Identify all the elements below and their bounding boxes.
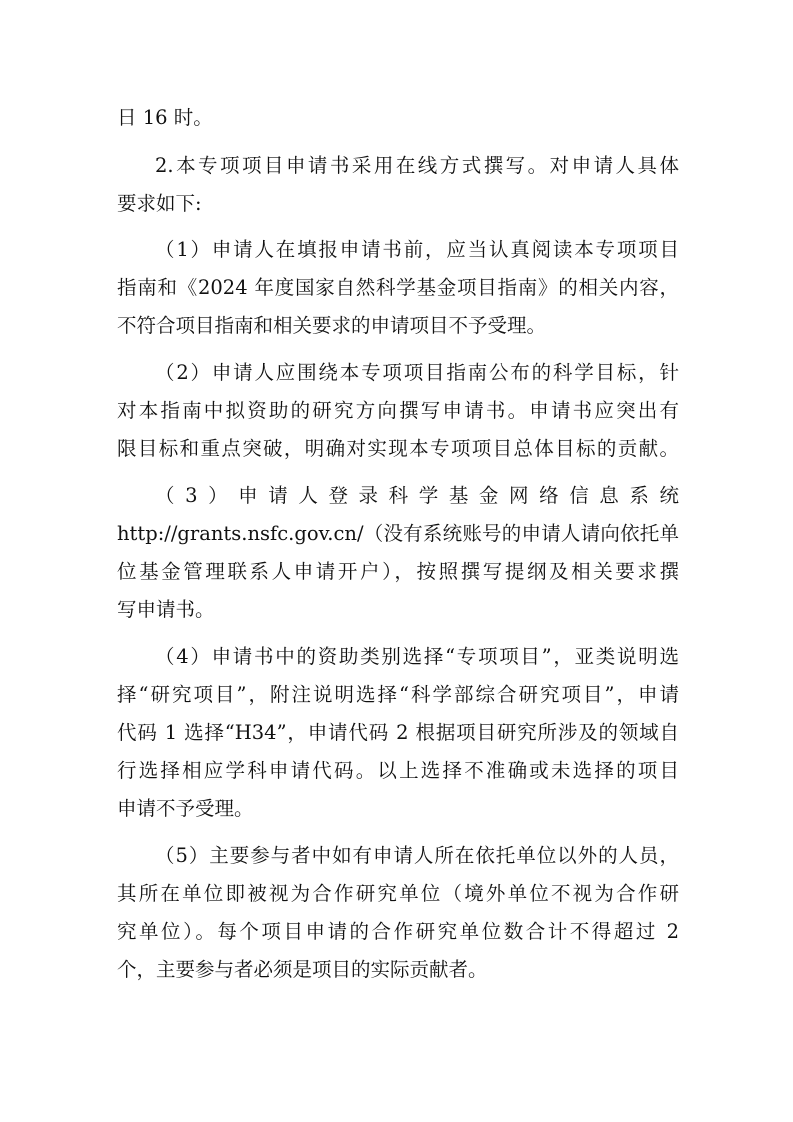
text-line: 2.本专项项目申请书采用在线方式撰写。对申请人具体 (155, 154, 679, 177)
text-line: （3）申请人登录科学基金网络信息系统 (155, 484, 679, 507)
text-line: 申请不予受理。 (117, 797, 254, 820)
text-line: （1）申请人在填报申请书前，应当认真阅读本专项项目 (155, 238, 679, 261)
text-line: 日 16 时。 (117, 106, 213, 129)
text-line: （5）主要参与者中如有申请人所在依托单位以外的人员， (155, 844, 679, 867)
text-line: http://grants.nsfc.gov.cn/（没有系统账号的申请人请向依托单 (117, 522, 679, 545)
text-line: （4）申请书中的资助类别选择“专项项目”，亚类说明选 (155, 645, 679, 668)
text-line: 究单位）。每个项目申请的合作研究单位数合计不得超过 2 (117, 920, 679, 943)
text-line: 不符合项目指南和相关要求的申请项目不予受理。 (117, 314, 547, 337)
text-line: 择“研究项目”，附注说明选择“科学部综合研究项目”，申请 (117, 683, 679, 706)
text-line: 代码 1 选择“H34”，申请代码 2 根据项目研究所涉及的领域自 (117, 721, 679, 744)
text-line: 指南和《2024 年度国家自然科学基金项目指南》的相关内容， (117, 276, 679, 299)
text-line: 要求如下: (117, 192, 202, 215)
text-line: 位基金管理联系人申请开户），按照撰写提纲及相关要求撰 (117, 560, 679, 583)
text-line: 对本指南中拟资助的研究方向撰写申请书。申请书应突出有 (117, 399, 679, 422)
text-line: 写申请书。 (117, 598, 215, 621)
text-line: 其所在单位即被视为合作研究单位（境外单位不视为合作研 (117, 882, 679, 905)
text-line: 个，主要参与者必须是项目的实际贡献者。 (117, 958, 488, 981)
text-line: 限目标和重点突破，明确对实现本专项项目总体目标的贡献。 (117, 437, 679, 460)
text-line: （2）申请人应围绕本专项项目指南公布的科学目标，针 (155, 361, 679, 384)
text-line: 行选择相应学科申请代码。以上选择不准确或未选择的项目 (117, 759, 679, 782)
